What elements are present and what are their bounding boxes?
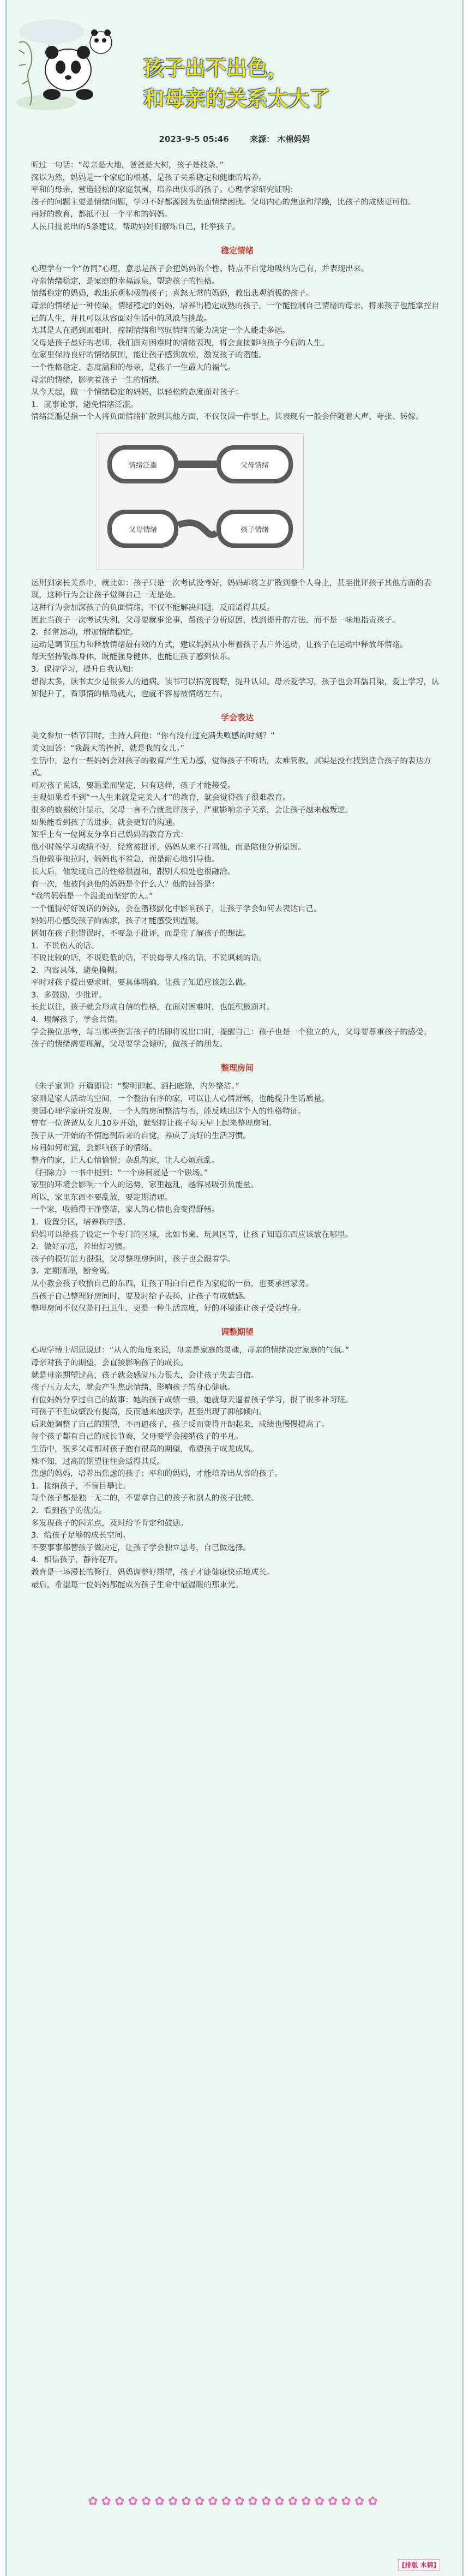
paragraph: 曾有一位爸爸从女儿10岁开始，就坚持让孩子每天早上起来整理房间。 — [31, 1119, 277, 1128]
intro — [31, 159, 443, 234]
paragraph: 尤其是人在遇到困难时，控制情绪和驾驭情绪的能力决定一个人能走多远。 — [31, 326, 290, 336]
paragraph: 情绪稳定的妈妈，教出乐观积极的孩子；喜怒无常的妈妈，教出悲观消极的孩子。 — [31, 289, 314, 298]
source-name: 木棉妈妈 — [277, 134, 310, 144]
paragraph: 2．内容具体，避免模糊。 — [31, 966, 123, 975]
paragraph: 家里的环境会影响一个人的运势，家里越乱，越容易吸引负能量。 — [31, 1181, 259, 1190]
paragraph: 可对孩子说话，要温柔而坚定，只有这样，孩子才能接受。 — [31, 781, 236, 790]
paragraph: 孩子压力太大，就会产生焦虑情绪，影响孩子的身心健康。 — [31, 1383, 236, 1392]
paragraph: 1．就事论事，避免情绪泛滥。 — [31, 400, 139, 409]
flower-divider: ✿✿✿✿✿✿✿✿✿✿✿✿✿✿✿✿✿✿✿✿✿✿ — [88, 2495, 381, 2508]
paragraph: 当他做事拖拉时，妈妈也不着急，而是耐心地引导他。 — [31, 855, 220, 864]
paragraph: 运动是调节压力和释放情绪最有效的方式，建议妈妈从小带着孩子去户外运动，让孩子在运动中释放坏情绪。 — [31, 640, 408, 649]
paragraph: 整齐的家，让人心情愉悦；杂乱的家，让人心烦意乱。 — [31, 1156, 220, 1165]
paragraph: 房间如何布置，会影响孩子的情绪。 — [31, 1144, 157, 1153]
diagram-label-bottom-right: 孩子情绪 — [240, 525, 269, 534]
paragraph: 家则是家人活动的空间，一个整洁有序的家，可以让人心情舒畅，也能提升生活质量。 — [31, 1095, 329, 1104]
paragraph: 4．理解孩子，学会共情。 — [31, 1015, 123, 1025]
paragraph: 每个孩子都有自己的成长节奏，父母要学会接纳孩子的平凡。 — [31, 1432, 243, 1442]
paragraph: 1．接纳孩子，不盲目攀比。 — [31, 1481, 130, 1491]
paragraph: 一个懂得好好说话的妈妈，会在潜移默化中影响孩子，让孩子学会如何去表达自己。 — [31, 904, 322, 913]
paragraph: 妈妈可以给孩子设定一个专门的区域，比如书桌、玩具区等，让孩子知道东西应该放在哪里。 — [31, 1230, 353, 1239]
paragraph: 所以，家里东西不要乱放，要定期清理。 — [31, 1193, 173, 1202]
paragraph: 3．保持学习，提升自我认知： — [31, 665, 139, 674]
paragraph: 平和的母亲，营造轻松的家庭氛围，培养出快乐的孩子。心理学家研究证明： — [31, 186, 298, 195]
paragraph: 知乎上有一位网友分享自己妈妈的教育方式： — [31, 830, 188, 840]
paragraph: 2．做好示范，养出好习惯。 — [31, 1242, 130, 1252]
paragraph: 美文回答：“我最大的挫折，就是我的女儿。” — [31, 744, 185, 753]
paragraph: 情绪泛滥是指一个人将负面情绪扩散到其他方面，不仅仅因一件事上，其表现有一般会伴随着大声、夸张、转嫁。 — [31, 413, 424, 422]
paragraph: 从小教会孩子收拾自己的东西，让孩子明白自己作为家庭的一员，也要承担家务。 — [31, 1279, 314, 1288]
panda-illustration — [14, 10, 123, 124]
paragraph: 生活中，很多父母都对孩子抱有很高的期望，希望孩子成龙成凤。 — [31, 1445, 259, 1454]
paragraph: 不说比较的话，不说贬低的话，不说侮辱人格的话，不说讽刺的话。 — [31, 954, 267, 963]
paragraph: 有一次，他被问到他的妈妈是个什么人？他的回答是： — [31, 880, 220, 889]
paragraph: 在家里保持良好的情绪氛围，能让孩子感到放松，激发孩子的潜能。 — [31, 351, 267, 360]
paragraph: 就是母亲期望过高，孩子就会感觉压力很大，会让孩子失去自信。 — [31, 1371, 259, 1380]
paragraph: 例如在孩子犯错误时，不要急于批评，而是先了解孩子的想法。 — [31, 929, 251, 938]
section-emotions — [31, 263, 443, 423]
paragraph: 每天坚持锻炼身体，既能强身健体，也能让孩子感到快乐。 — [31, 653, 236, 662]
title-line-1: 孩子出不出色， — [143, 56, 289, 80]
article-body — [31, 159, 443, 1591]
paragraph: 如果能看到孩子的进步，就会更好的沟通。 — [31, 818, 181, 827]
paragraph: 母亲情绪稳定，是家庭的幸福源泉，塑造孩子的性格。 — [31, 277, 220, 286]
paragraph: 人民日报说出的5条建议，帮助妈妈们修炼自己，托举孩子。 — [31, 222, 240, 231]
paragraph: 学会换位思考，每当那些伤害孩子的话即将说出口时，提醒自己：孩子也是一个独立的人，父母要尊重孩子的感受。 — [31, 1027, 431, 1037]
page — [5, 0, 464, 2576]
paragraph: 孩子的问题主要是情绪问题，学习不好都源因为负面情绪困扰。父母内心的焦虑和浮躁，比孩子的成绩更可怕。 — [31, 198, 416, 207]
paragraph: 殊不知，过高的期望往往会适得其反。 — [31, 1457, 165, 1466]
paragraph: 长大后，他发现自己的性格很温和，跟别人相处也很融洽。 — [31, 867, 236, 876]
paragraph: 不要事事都替孩子做决定，让孩子学会独立思考，自己做选择。 — [31, 1543, 251, 1552]
section-heading: 整理房间 — [220, 1062, 254, 1073]
paragraph: “我的妈妈是一个温柔而坚定的人。” — [31, 892, 153, 901]
paragraph: 主观如果看不到“一人生来就是完美人才”的教育，就会觉得孩子很难教育。 — [31, 793, 291, 803]
paragraph: 每个孩子都是独一无二的，不要拿自己的孩子和别人的孩子比较。 — [31, 1494, 259, 1503]
paragraph: 平时对孩子提出要求时，要具体明确，让孩子知道应该怎么做。 — [31, 978, 251, 988]
paragraph: 美国心理学家研究发现，一个人的房间整洁与否，能反映出这个人的性格特征。 — [31, 1107, 306, 1116]
paragraph: 有位妈妈分享过自己的故事：她的孩子成绩一般，她就每天逼着孩子学习，报了很多补习班。 — [31, 1395, 353, 1404]
paragraph: 3．多鼓励，少批评。 — [31, 990, 107, 1000]
paragraph: 探以为然，妈妈是一个家庭的根基，是孩子关系稳定和健康的培养。 — [31, 173, 267, 182]
paragraph: 孩子的模仿能力很强，父母整理房间时，孩子也会跟着学。 — [31, 1254, 236, 1264]
paragraph: 一个家，收拾得干净整洁，家人的心情也会变得舒畅。 — [31, 1205, 220, 1215]
paragraph: 母亲的情绪是一种传染，情绪稳定的妈妈，培养出稳定成熟的孩子。一个能控制自己情绪的母亲，将来孩子也能掌控自己的人生，并且可以从容面对生活中的风浪与挑战。 — [31, 301, 440, 323]
paragraph: 《朱子家训》开篇即说：“黎明即起，洒扫庭除，内外整洁。” — [31, 1082, 239, 1091]
source-label: 来源： — [250, 134, 275, 144]
layout-brand: [排版 木棉] — [398, 2559, 440, 2571]
publish-date: 2023-9-5 05:46 — [159, 134, 229, 144]
paragraph: 教育是一场漫长的修行，妈妈调整好期望，孩子才能健康快乐地成长。 — [31, 1568, 275, 1577]
paragraph: 3．定期清理，断舍离。 — [31, 1267, 115, 1276]
paragraph: 《扫除力》一书中提到：“一个房间就是一个磁场。” — [31, 1168, 208, 1178]
paragraph: 4．相信孩子，静待花开。 — [31, 1556, 123, 1565]
section-expectations — [31, 1344, 443, 1591]
paragraph: 孩子从一开始的不情愿到后来的自觉，养成了良好的生活习惯。 — [31, 1131, 251, 1140]
paragraph: 整理房间不仅仅是打扫卫生，更是一种生活态度，好的环境能让孩子受益终身。 — [31, 1304, 306, 1313]
paragraph: 美文参加一档节目时，主持人问他：“你有没有过充满失败感的时刻？” — [31, 732, 275, 741]
article-meta — [7, 133, 462, 145]
paragraph: 后来她调整了自己的期望，不再逼孩子，孩子反而变得开朗起来，成绩也慢慢提高了。 — [31, 1420, 329, 1429]
paragraph: 母亲对孩子的期望，会直接影响孩子的成长。 — [31, 1358, 188, 1367]
paragraph: 孩子的情绪需要理解，父母要学会倾听，做孩子的朋友。 — [31, 1040, 227, 1049]
paragraph: 妈妈用心感受孩子的需求，孩子才能感受到温暖。 — [31, 917, 204, 926]
paragraph: 因此当孩子一次考试失利，父母要就事论事，帮孩子分析原因，找到提升的方法，而不是一味地指责孩子。 — [31, 615, 400, 625]
paragraph: 生活中，总有一些妈妈会对孩子的教育产生无力感，觉得孩子不听话，太难管教，其实是没有找到适合孩子的表达方式。 — [31, 756, 431, 778]
paragraph: 焦虑的妈妈，培养出焦虑的孩子；平和的妈妈，才能培养出从容的孩子。 — [31, 1469, 282, 1479]
paragraph: 心理学博士胡思说过：“从人的角度来说，母亲是家庭的灵魂，母亲的情绪决定家庭的气氛。” — [31, 1346, 350, 1355]
diagram-label-top-right: 父母情绪 — [240, 461, 269, 470]
paragraph: 父母是孩子最好的老师，我们面对困难时的情绪表现，将会直接影响孩子今后的人生。 — [31, 338, 329, 348]
paragraph: 最后，希望每一位妈妈都能成为孩子生命中最温暖的那束光。 — [31, 1580, 243, 1589]
paragraph: 1．不说伤人的话。 — [31, 941, 99, 951]
paragraph: 当孩子自己整理好房间时，要及时给予表扬，让孩子有成就感。 — [31, 1292, 251, 1301]
emotion-diagram — [97, 433, 304, 570]
paragraph: 从今天起，做一个情绪稳定的妈妈，以轻松的态度面对孩子： — [31, 388, 243, 397]
paragraph: 母亲的情绪，影响着孩子一生的情绪。 — [31, 375, 165, 385]
paragraph: 3．给孩子足够的成长空间。 — [31, 1531, 130, 1540]
paragraph: 多发现孩子的闪光点，及时给予肯定和鼓励。 — [31, 1519, 188, 1528]
paragraph: 听过一句话：“母亲是大地，爸爸是大树，孩子是枝条。” — [31, 161, 224, 170]
section-heading: 稳定情绪 — [220, 245, 254, 255]
paragraph: 这种行为会加深孩子的负面情绪，不仅不能解决问题，反而适得其反。 — [31, 603, 275, 613]
paragraph: 2．看到孩子的优点。 — [31, 1507, 107, 1516]
diagram-label-bottom-left: 父母情绪 — [128, 525, 158, 534]
section-tidy-room — [31, 1080, 443, 1314]
paragraph: 2．经常运动，增加情绪稳定。 — [31, 628, 139, 637]
title-line-2: 和母亲的关系太大了 — [143, 87, 330, 111]
diagram-label-top-left: 情绪泛滥 — [128, 461, 158, 470]
paragraph: 长此以往，孩子就会形成自信的性格，在面对困难时，也能积极面对。 — [31, 1003, 275, 1012]
paragraph: 可孩子不但成绩没有提高，反而越来越厌学，甚至出现了抑郁倾向。 — [31, 1408, 267, 1417]
paragraph: 想得太多，读书太少是很多人的通病。读书可以拓宽视野，提升认知。母亲爱学习，孩子也会耳濡目染，爱上学习，认知提升了，看事情的格局就大，也就不容易被情绪左右。 — [31, 677, 440, 699]
section-expression — [31, 730, 443, 1050]
section-heading: 学会表达 — [220, 712, 254, 722]
paragraph: 1．设置分区，培养秩序感。 — [31, 1217, 130, 1227]
paragraph: 他小时候学习成绩不好，经常被批评，妈妈从来不打骂他，而是陪他分析原因。 — [31, 842, 306, 852]
section-emotions-cont — [31, 577, 443, 701]
paragraph: 运用到家长关系中，就比如：孩子只是一次考试没考好，妈妈却将之扩散到整个人身上，甚至批评孩子其他方面的表现，这种行为会让孩子觉得自己一无是处。 — [31, 578, 431, 600]
paragraph: 一个性格稳定、态度温和的母亲，是孩子一生最大的福气。 — [31, 363, 236, 372]
paragraph: 再好的教育，都抵不过一个平和的妈妈。 — [31, 210, 173, 219]
diagram-svg — [97, 433, 304, 570]
paragraph: 很多的数据统计显示，父母一言不合就批评孩子，严重影响亲子关系，会让孩子越来越叛逆。 — [31, 805, 353, 815]
header — [7, 0, 462, 142]
section-heading: 调整期望 — [220, 1326, 254, 1337]
paragraph: 心理学有一个“仿同”心理，意思是孩子会把妈妈的个性、特点不自觉地吸纳为己有，并表现出来。 — [31, 265, 369, 274]
